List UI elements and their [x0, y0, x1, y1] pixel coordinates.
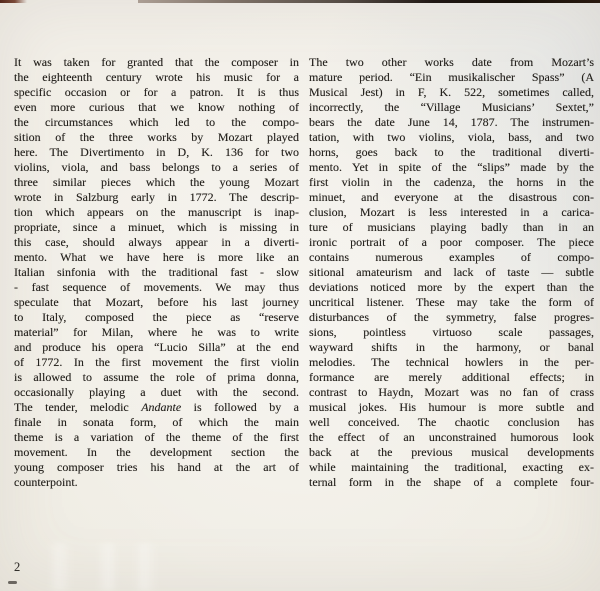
text-line: Musical Jest) in F, K. 522, sometimes called,	[309, 85, 594, 99]
text-line: specific occasion or for a patron. It is thus	[14, 85, 299, 99]
text-line: contrast to Haydn, Mozart was no fan of crass	[309, 385, 594, 399]
text-line: to Italy, composed the piece as “reserve	[14, 310, 299, 324]
text-line: ternal form in the shape of a complete four-	[309, 475, 594, 489]
text-line: melodies. The technical howlers in the per-	[309, 355, 594, 369]
text-line: the effect of an unconstrained humorous look	[309, 430, 594, 444]
text-line: counterpoint.	[14, 475, 78, 489]
text-line: horns, goes back to the traditional diverti-	[309, 145, 594, 159]
text-line: disturbances of the symmetry, false progres-	[309, 310, 594, 324]
text-line: uncritical listener. These may take the form of	[309, 295, 594, 309]
text-line: wrote in Salzburg early in 1772. The descrip-	[14, 190, 299, 204]
text-line: young composer tries his hand at the art of	[14, 460, 299, 474]
text-line: the circumstances which led to the compo-	[14, 115, 299, 129]
text-line: The two other works date from Mozart’s	[309, 55, 594, 69]
scan-artifact-bottom-streaks	[48, 543, 158, 591]
text-line: occasionally playing a duet with the second.	[14, 385, 299, 399]
left-column	[14, 55, 299, 490]
text-line: first violin in the cadenza, the horns in the	[309, 175, 594, 189]
text-line: It was taken for granted that the composer in	[14, 55, 299, 69]
text-line: tation, with two violins, viola, bass, and two	[309, 130, 594, 144]
text-line: material” for Milan, where he was to write	[14, 325, 299, 339]
text-line: - fast sequence of movements. We may thus	[14, 280, 299, 294]
text-line: deviations noticed more by the expert than the	[309, 280, 594, 294]
text-line: even more curious that we know nothing of	[14, 100, 299, 114]
text-line: while maintaining the traditional, exacting ex-	[309, 460, 594, 474]
text-line: movement. In the development section the	[14, 445, 299, 459]
scan-artifact-top-strip	[138, 0, 600, 3]
text-line: ironic portrait of a poor composer. The piece	[309, 235, 594, 249]
text-line: bears the date June 14, 1787. The instrumen-	[309, 115, 594, 129]
text-line: mature period. “Ein musikalischer Spass” (A	[309, 70, 594, 84]
text-line: tion which appears on the manuscript is inap-	[14, 205, 299, 219]
text-line: is allowed to assume the role of prima donna,	[14, 370, 299, 384]
text-line: sions, pointless virtuoso scale passages,	[309, 325, 594, 339]
text-columns	[14, 55, 594, 490]
text-line: sitional amateurism and lack of taste — subtle	[309, 265, 594, 279]
text-line: theme is a variation of the theme of the first	[14, 430, 299, 444]
text-line: The tender, melodic Andante is followed by a	[14, 400, 299, 414]
text-line: mento. What we have here is more like an	[14, 250, 299, 264]
scan-artifact-top-left-mark	[0, 0, 27, 3]
text-line: this case, should always appear in a diverti-	[14, 235, 299, 249]
text-line: incorrectly, the “Village Musicians’ Sextet,”	[309, 100, 594, 114]
text-line: mento. Yet in spite of the “slips” made by the	[309, 160, 594, 174]
text-line: minuet, and everyone at the disastrous con-	[309, 190, 594, 204]
page-number: 2	[14, 560, 21, 574]
right-column	[309, 55, 594, 490]
text-line: the eighteenth century wrote his music for a	[14, 70, 299, 84]
text-line: speculate that Mozart, before his last journey	[14, 295, 299, 309]
text-line: three similar pieces which the young Mozart	[14, 175, 299, 189]
text-line: of 1772. In the first movement the first violin	[14, 355, 299, 369]
text-line: finale in sonata form, of which the main	[14, 415, 299, 429]
text-line: wayward shifts in the harmony, or banal	[309, 340, 594, 354]
text-line: contains numerous examples of compo-	[309, 250, 594, 264]
text-line: well conceived. The chaotic conclusion has	[309, 415, 594, 429]
text-line: propriate, since a minuet, which is missing in	[14, 220, 299, 234]
text-line: back at the previous musical developments	[309, 445, 594, 459]
text-line: here. The Divertimento in D, K. 136 for two	[14, 145, 299, 159]
text-line: formance are merely additional effects; in	[309, 370, 594, 384]
text-line: clusion, Mozart is less interested in a carica-	[309, 205, 594, 219]
scan-artifact-bottom-mark	[8, 581, 17, 584]
text-line: violins, viola, and bass belongs to a series of	[14, 160, 299, 174]
text-line: and produce his opera “Lucio Silla” at the end	[14, 340, 299, 354]
text-line: sition of the three works by Mozart played	[14, 130, 299, 144]
text-line: ture of musicians playing badly than in an	[309, 220, 594, 234]
text-line: Italian sinfonia with the traditional fast - slow	[14, 265, 299, 279]
text-line: musical jokes. His humour is more subtle and	[309, 400, 594, 414]
